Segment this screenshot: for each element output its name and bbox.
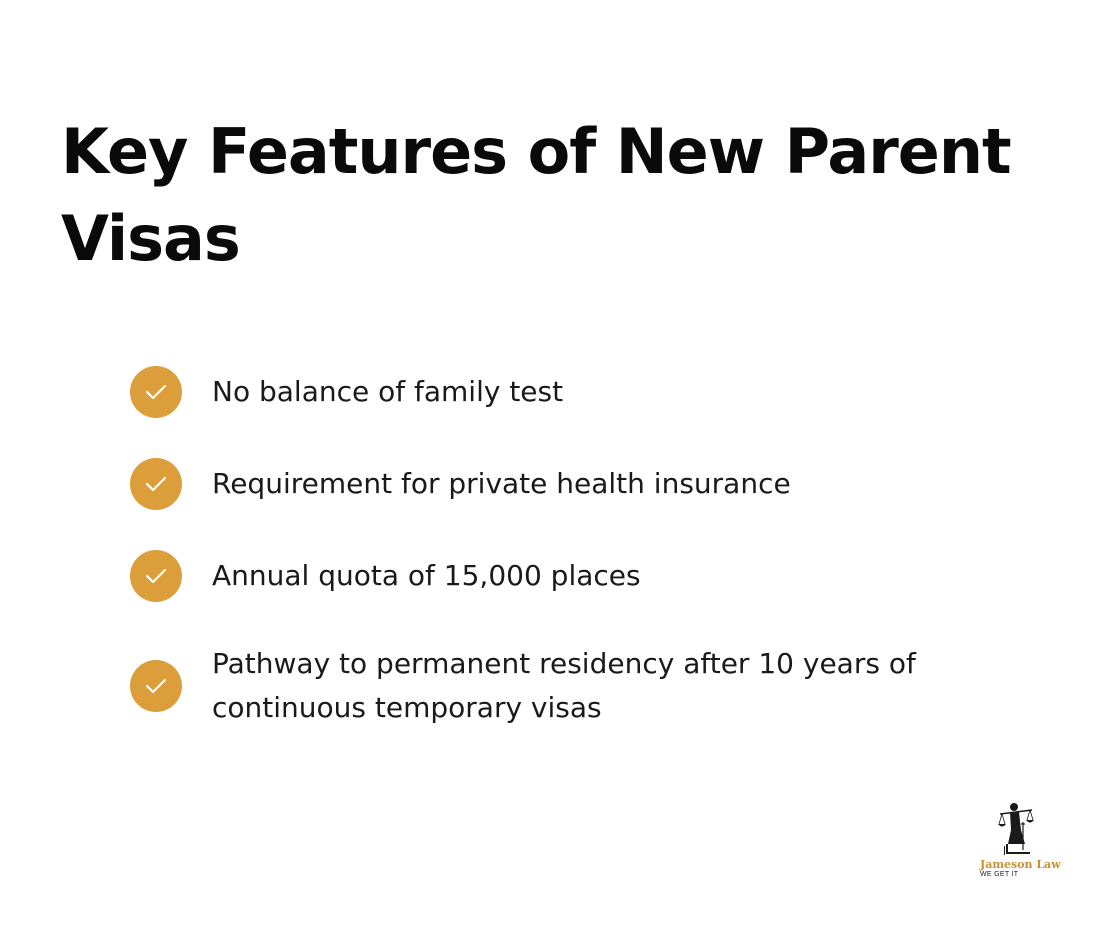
check-icon — [130, 660, 182, 712]
feature-text: No balance of family test — [212, 375, 564, 408]
feature-text: Requirement for private health insurance — [212, 467, 791, 500]
check-icon — [130, 550, 182, 602]
check-icon — [130, 458, 182, 510]
justice-figure-icon — [994, 800, 1038, 856]
logo-tagline: WE GET IT — [980, 871, 1019, 878]
feature-text: Pathway to permanent residency after 10 years of continuous temporary visas — [212, 647, 916, 724]
list-item — [130, 550, 1010, 602]
list-item — [130, 366, 1010, 418]
check-icon — [130, 366, 182, 418]
feature-text: Annual quota of 15,000 places — [212, 559, 641, 592]
page-title: Key Features of New Parent Visas — [61, 115, 1011, 275]
list-item — [130, 458, 1010, 510]
feature-list — [130, 366, 1010, 770]
list-item — [130, 642, 1010, 730]
logo-name: Jameson Law — [980, 858, 1061, 871]
logo — [972, 800, 1062, 882]
